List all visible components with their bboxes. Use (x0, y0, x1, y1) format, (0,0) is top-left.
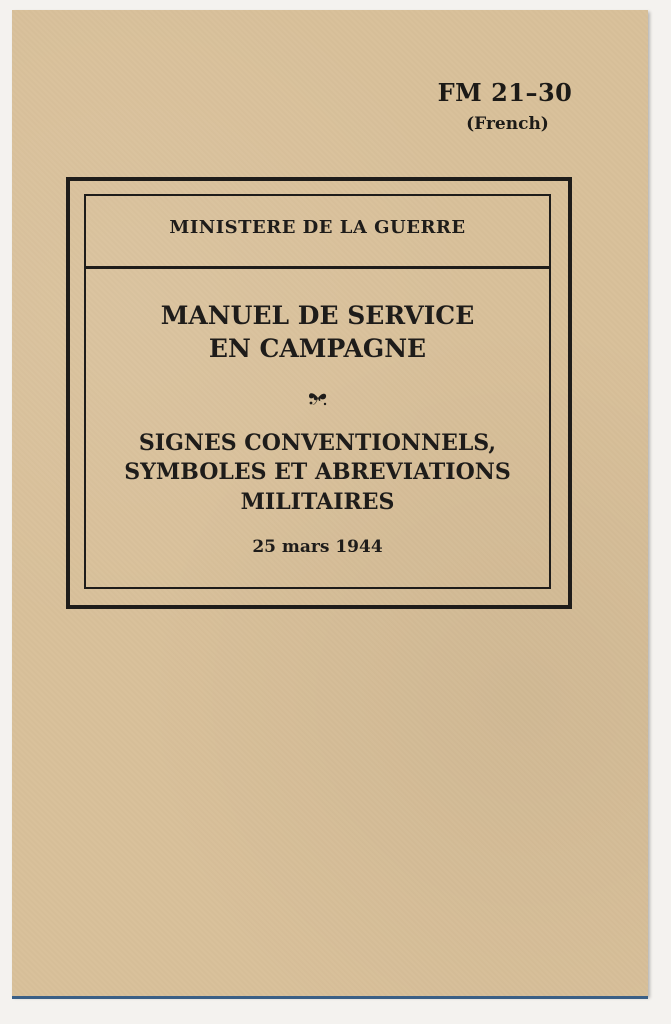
ministry-heading: MINISTERE DE LA GUERRE (169, 217, 466, 238)
manual-title-line-2: EN CAMPAGNE (208, 334, 427, 363)
subtitle-line-1: SIGNES CONVENTIONNELS, (138, 430, 497, 456)
fleuron-icon (300, 388, 336, 408)
subtitle-line-3: MILITAIRES (240, 489, 395, 515)
field-manual-number: FM 21–30 (437, 78, 573, 107)
language-label: (French) (466, 114, 549, 134)
manual-title-line-1: MANUEL DE SERVICE (160, 301, 475, 330)
header-divider (86, 266, 549, 269)
publication-date: 25 mars 1944 (252, 537, 383, 557)
subtitle-line-2: SYMBOLES ET ABREVIATIONS (124, 459, 511, 485)
